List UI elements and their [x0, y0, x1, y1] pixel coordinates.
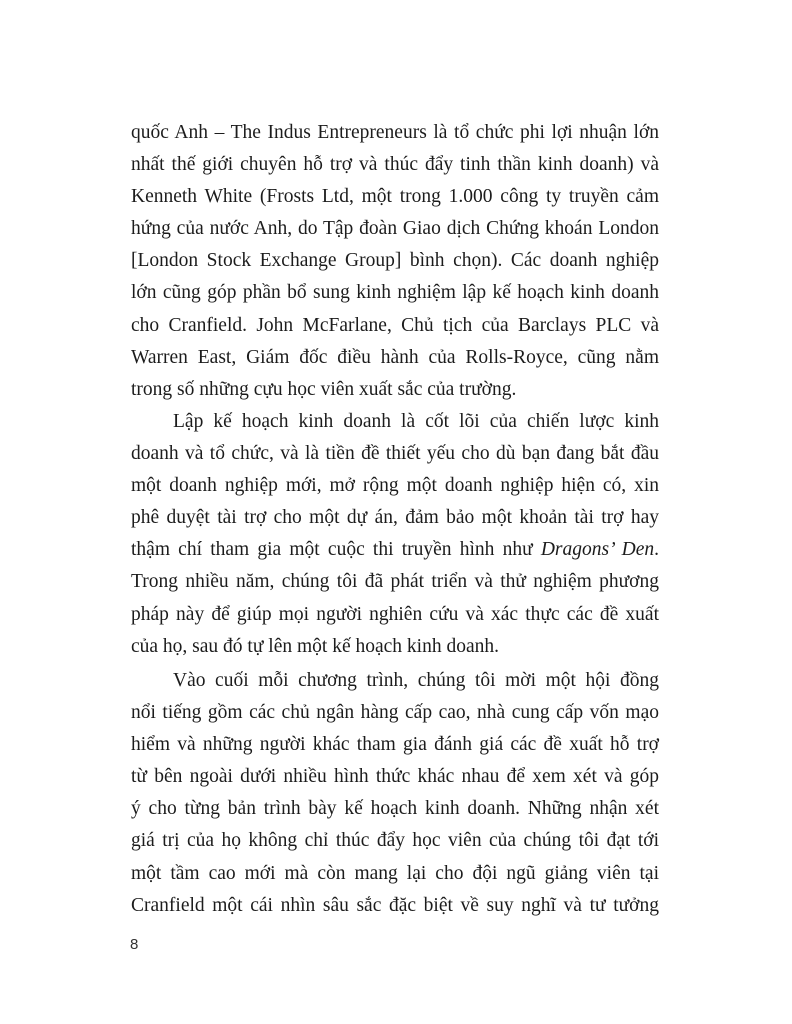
- text-line: Trong nhiều năm, chúng tôi đã phát triển và thử nghiệm phương: [131, 571, 659, 593]
- text-line: một tầm cao mới mà còn mang lại cho đội ngũ giảng viên tại: [131, 862, 659, 884]
- text-line: phê duyệt tài trợ cho một dự án, đảm bảo một khoản tài trợ hay: [131, 507, 659, 529]
- text-line: pháp này để giúp mọi người nghiên cứu và xác thực các đề xuất: [131, 603, 659, 625]
- paragraph-3: [131, 665, 659, 922]
- text-segment: thậm chí tham gia một cuộc thi truyền hình như: [131, 539, 541, 561]
- text-line: cho Cranfield. John McFarlane, Chủ tịch của Barclays PLC và: [131, 314, 659, 336]
- text-line: một doanh nghiệp mới, mở rộng một doanh nghiệp hiện có, xin: [131, 475, 659, 497]
- text-line: [London Stock Exchange Group] bình chọn). Các doanh nghiệp: [131, 250, 659, 272]
- page-number: 8: [130, 936, 139, 953]
- paragraph-1: [131, 117, 659, 406]
- text-segment: .: [654, 539, 659, 561]
- text-line: hứng của nước Anh, do Tập đoàn Giao dịch Chứng khoán London: [131, 218, 659, 240]
- text-line: của họ, sau đó tự lên một kế hoạch kinh doanh.: [131, 635, 499, 657]
- text-line: Cranfield một cái nhìn sâu sắc đặc biệt về suy nghĩ và tư tưởng: [131, 894, 659, 916]
- text-line-with-title: [131, 534, 659, 566]
- text-line: lớn cũng góp phần bổ sung kinh nghiệm lập kế hoạch kinh doanh: [131, 282, 659, 304]
- text-line: Warren East, Giám đốc điều hành của Rolls-Royce, cũng nằm: [131, 346, 659, 368]
- text-line: Kenneth White (Frosts Ltd, một trong 1.000 công ty truyền cảm: [131, 186, 659, 208]
- text-line: ý cho từng bản trình bày kế hoạch kinh doanh. Những nhận xét: [131, 798, 659, 820]
- text-line: Vào cuối mỗi chương trình, chúng tôi mời một hội đồng: [173, 670, 659, 691]
- text-line: nhất thế giới chuyên hỗ trợ và thúc đẩy tinh thần kinh doanh) và: [131, 154, 659, 176]
- text-line: giá trị của họ không chỉ thúc đẩy học viên của chúng tôi đạt tới: [131, 830, 659, 852]
- paragraph-2: [131, 406, 659, 663]
- text-line: hiểm và những người khác tham gia đánh giá các đề xuất hỗ trợ: [131, 734, 659, 756]
- text-line: trong số những cựu học viên xuất sắc của trường.: [131, 378, 517, 400]
- text-line: Lập kế hoạch kinh doanh là cốt lõi của chiến lược kinh: [173, 411, 659, 432]
- text-line: doanh và tổ chức, và là tiền đề thiết yếu cho dù bạn đang bắt đầu: [131, 443, 659, 465]
- text-line: từ bên ngoài dưới nhiều hình thức khác nhau để xem xét và góp: [131, 766, 659, 788]
- show-title: Dragons’ Den: [540, 539, 655, 561]
- text-line: nổi tiếng gồm các chủ ngân hàng cấp cao, nhà cung cấp vốn mạo: [131, 702, 659, 724]
- text-line: quốc Anh – The Indus Entrepreneurs là tổ chức phi lợi nhuận lớn: [131, 122, 659, 143]
